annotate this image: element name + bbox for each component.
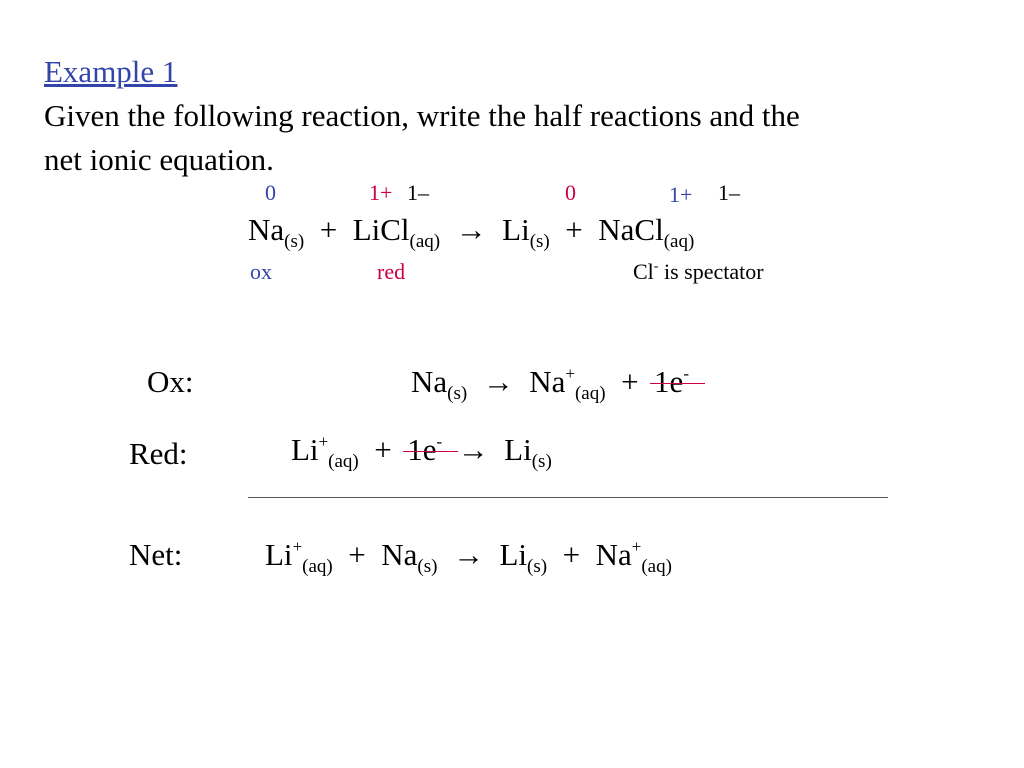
red-li-ion-charge: + [318, 432, 329, 451]
net-li: Li [499, 537, 528, 572]
main-eq-na: Na [248, 212, 285, 247]
red-electron-cancelled [407, 432, 442, 467]
net-li-ion-charge: + [292, 537, 303, 556]
net-arrow: → [452, 537, 484, 572]
net-li-state: (s) [527, 556, 548, 577]
red-li-ion: Li [291, 432, 319, 467]
ox-na-ion-state: (aq) [574, 383, 606, 404]
annotation-ox: ox [250, 259, 272, 284]
net-na-ion-charge: + [631, 537, 642, 556]
main-eq-nacl-state: (aq) [663, 231, 695, 252]
main-eq-arrow: → [455, 212, 487, 247]
oxnum-li: 0 [565, 180, 576, 205]
annotation-spectator [633, 259, 764, 285]
red-label: Red: [129, 436, 188, 471]
main-eq-plus-1: + [319, 212, 338, 247]
sum-divider [248, 497, 888, 498]
net-na-state: (s) [417, 556, 438, 577]
oxnum-li-in-licl: 1+ [369, 180, 393, 205]
spectator-charge: - [653, 259, 659, 274]
oxnum-cl-in-licl: 1– [407, 180, 429, 205]
ox-half-reaction [411, 364, 689, 404]
annotation-red: red [377, 259, 406, 284]
oxnum-na-in-nacl: 1+ [669, 182, 693, 207]
main-eq-licl-state: (aq) [409, 231, 441, 252]
ox-label: Ox: [147, 364, 194, 399]
red-arrow: → [457, 432, 489, 467]
spectator-text: is spectator [658, 259, 764, 284]
main-eq-li-state: (s) [529, 231, 550, 252]
red-electron: 1e [407, 432, 437, 467]
ox-na: Na [411, 364, 448, 399]
red-li: Li [504, 432, 532, 467]
net-li-ion-state: (aq) [302, 556, 333, 577]
example-heading: Example 1 [44, 54, 178, 89]
ox-electron-charge: - [683, 364, 689, 383]
net-na: Na [381, 537, 418, 572]
red-li-ion-state: (aq) [328, 451, 359, 472]
net-na-ion: Na [595, 537, 632, 572]
question-line-2: net ionic equation. [44, 142, 274, 177]
ox-arrow: → [482, 364, 514, 399]
ox-na-ion: Na [529, 364, 566, 399]
ox-plus: + [621, 364, 639, 399]
net-equation [265, 537, 672, 577]
red-half-reaction [291, 432, 552, 472]
ox-na-state: (s) [447, 383, 468, 404]
ox-electron-cancelled [654, 364, 689, 399]
main-eq-licl: LiCl [352, 212, 410, 247]
main-equation [248, 212, 695, 252]
net-na-ion-state: (aq) [641, 556, 672, 577]
main-eq-nacl: NaCl [598, 212, 664, 247]
net-li-ion: Li [265, 537, 293, 572]
question-line-1: Given the following reaction, write the half reactions and the [44, 98, 800, 133]
red-electron-charge: - [436, 432, 443, 451]
net-plus-2: + [562, 537, 581, 572]
main-eq-plus-2: + [565, 212, 583, 247]
red-li-state: (s) [531, 451, 552, 472]
ox-na-ion-charge: + [565, 364, 575, 383]
net-plus-1: + [348, 537, 366, 572]
ox-electron: 1e [654, 364, 684, 399]
red-plus: + [374, 432, 392, 467]
main-eq-na-state: (s) [284, 231, 305, 252]
spectator-ion: Cl [633, 259, 654, 284]
main-eq-li: Li [502, 212, 530, 247]
oxnum-na: 0 [265, 180, 276, 205]
net-label: Net: [129, 537, 183, 572]
oxnum-cl-in-nacl: 1– [718, 180, 740, 205]
